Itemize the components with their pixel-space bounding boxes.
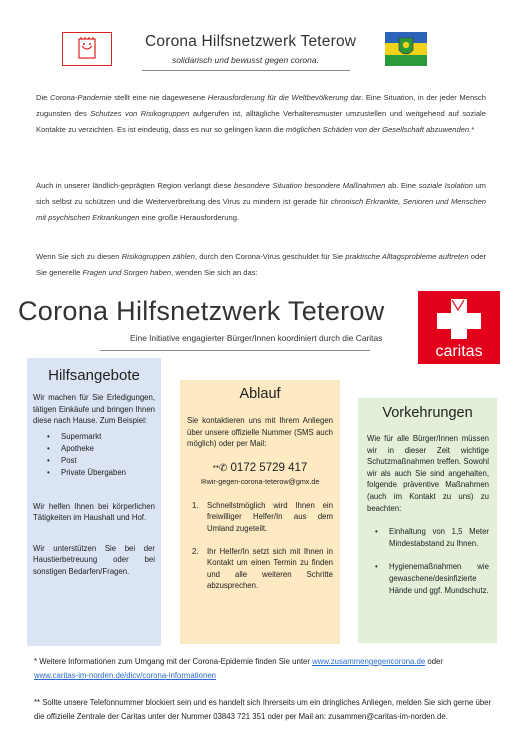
- intro-text-segment: Fragen und Sorgen haben: [82, 268, 172, 277]
- step-number: 1.: [192, 500, 199, 510]
- step-item: [192, 500, 333, 535]
- teterow-flag: [385, 32, 427, 66]
- vorkehrungen-box: [358, 398, 497, 643]
- header-title: Corona Hilfsnetzwerk Teterow: [145, 33, 357, 50]
- intro-text-segment: , wenden Sie sich an das:: [171, 268, 258, 277]
- ablauf-title: Ablauf: [239, 386, 281, 402]
- caritas-logo: [418, 291, 500, 364]
- link-caritas-corona-info[interactable]: www.caritas-im-norden.de/dicv/corona-informationen: [34, 670, 217, 680]
- list-item: • Apotheke: [61, 443, 155, 455]
- link-zusammengegencorona[interactable]: www.zusammengegencorona.de: [312, 657, 426, 666]
- intro-text-segment: oder Sie generelle: [36, 252, 486, 277]
- email-address[interactable]: wir-gegen-corona-teterow@gmx.de: [206, 476, 320, 486]
- intro-text-segment: praktische Alltagsprobleme auftreten: [345, 252, 469, 261]
- network-logo: [62, 32, 112, 66]
- list-item: • Supermarkt: [61, 431, 155, 443]
- footer-note-1-or: oder: [425, 657, 443, 666]
- ablauf-intro: Sie kontaktieren uns mit Ihrem Anliegen über unsere offizielle Nummer (SMS auch möglich) oder per Mail:: [187, 416, 333, 449]
- intro-text-segment: möglichen Schäden von der Gesellschaft abzuwenden.: [285, 125, 472, 134]
- intro-text-segment: Corona-Pandemie: [50, 93, 112, 102]
- phone-number[interactable]: 0172 5729 417: [230, 461, 308, 474]
- intro-text-segment: eine große Herausforderung.: [139, 213, 240, 222]
- intro-text-segment: Herausforderung für die Weltbevölkerung: [207, 93, 348, 102]
- list-item: • Einhaltung von 1,5 Meter Mindestabstand zu Ihnen.: [389, 526, 489, 550]
- intro-text-segment: Die: [36, 93, 50, 102]
- intro-paragraph-3: [36, 249, 486, 281]
- intro-text-segment: Schutzes von Risikogruppen: [90, 109, 190, 118]
- list-item: • Hygienemaßnahmen wie gewaschene/desinfizierte Hände und ggf. Mundschutz.: [389, 561, 489, 598]
- intro-text-segment: Auch in unserer ländlich-geprägten Region verlangt diese: [36, 181, 234, 190]
- ablauf-box: [180, 380, 340, 644]
- hilfsangebote-intro: Wir machen für Sie Erledigungen, tätigen Einkäufe und bringen Ihnen diese nach Hause. Zum Beispiel:: [33, 393, 155, 426]
- hands-logo-icon: [67, 36, 107, 62]
- step-text: Ihr Helfer/In setzt sich mit Ihnen in Kontakt um einen Termin zu finden und alle weiteren Schritte abzusprechen.: [207, 546, 333, 591]
- phone-line: [187, 462, 333, 474]
- intro-text-segment: aufgerufen ist, alltägliche Verhaltensmuster umzustellen und weitgehend auf soziale Kontakte zu verzichten. Es ist eindeutig, dass es nur so gelingen kann die: [36, 109, 486, 134]
- intro-text-segment: Wenn Sie sich zu diesen: [36, 252, 122, 261]
- intro-text-segment: stellt eine nie dagewesene: [111, 93, 208, 102]
- hilfsangebote-list: [33, 431, 155, 480]
- footer-note-1-text: * Weitere Informationen zum Umgang mit der Corona-Epidemie finden Sie unter: [34, 657, 313, 666]
- vorkehrungen-intro: Wie für alle Bürger/Innen müssen wir in dieser Zeit wichtige Schutzmaßnahmen treffen. Sowohl wir als auch Sie sind angehalten, folgende präventive Maßnahmen (auch im Kontakt zu uns) zu beachten:: [367, 434, 489, 513]
- network-subtitle: Eine Initiative engagierter Bürger/Innen koordiniert durch die Caritas: [130, 333, 383, 343]
- vorkehrungen-title: Vorkehrungen: [382, 405, 473, 421]
- intro-text-segment: chronisch Erkrankte, Senioren und Menschen mit psychischen Erkrankungen: [36, 197, 486, 222]
- hilfsangebote-p3: Wir unterstützen Sie bei der Haustierbetreuung oder bei sonstigen Bedarfen/Fragen.: [33, 543, 155, 576]
- network-title: Corona Hilfsnetzwerk Teterow: [18, 296, 385, 326]
- intro-text-segment: soziale Isolation: [418, 181, 473, 190]
- coat-of-arms-flag-icon: [385, 32, 427, 66]
- network-divider: [100, 350, 370, 351]
- hilfsangebote-box: [27, 358, 161, 646]
- vorkehrungen-list: [367, 526, 489, 597]
- header-divider: [142, 70, 350, 71]
- intro-text-segment: ab. Eine: [385, 181, 419, 190]
- intro-text-segment: , durch den Corona-Virus geschuldet für Sie: [194, 252, 346, 261]
- step-item: [192, 546, 333, 592]
- caritas-label: caritas: [435, 343, 483, 360]
- list-item: • Private Übergaben: [61, 467, 155, 479]
- intro-text-segment: besondere Situation besondere Maßnahmen: [234, 181, 386, 190]
- intro-paragraph-2: [36, 178, 486, 226]
- email-line: [187, 477, 333, 486]
- footer-note-2: ** Sollte unsere Telefonnummer blockiert sein und es handelt sich Ihrerseits um ein dringliches Anliegen, melden Sie sich gerne über die offizielle Zentrale der Caritas unter der Nummer 03843 721 351 oder per Mail an: zusammen@caritas-im-norden.de.: [34, 698, 492, 721]
- phone-prefix: **: [212, 463, 219, 473]
- header-subtitle: solidarisch und bewusst gegen corona.: [172, 55, 319, 65]
- step-number: 2.: [192, 546, 199, 556]
- phone-icon: ✆: [218, 462, 228, 474]
- footer-note-1: [34, 655, 494, 682]
- intro-text-segment: Risikogruppen zählen: [121, 252, 195, 261]
- hilfsangebote-p2: Wir helfen Ihnen bei körperlichen Tätigkeiten im Haushalt und Hof.: [33, 501, 155, 523]
- intro-text-segment: dar. Eine Situation, in der jeder Mensch zugunsten des: [36, 93, 487, 118]
- intro-text-segment: *: [471, 125, 475, 134]
- step-text: Schnellstmöglich wird Ihnen ein freiwilliger Helfer/In aus dem Umland zugeteilt.: [207, 500, 333, 533]
- intro-text-segment: um sich selbst zu schützen und die Weiterverbreitung des Virus zu mindern ist gerade für: [36, 181, 486, 206]
- list-item: • Post: [61, 455, 155, 467]
- ablauf-steps: [187, 500, 333, 592]
- mail-icon: ✉: [200, 476, 207, 486]
- intro-paragraph-1: [36, 90, 486, 138]
- hilfsangebote-title: Hilfsangebote: [48, 367, 140, 384]
